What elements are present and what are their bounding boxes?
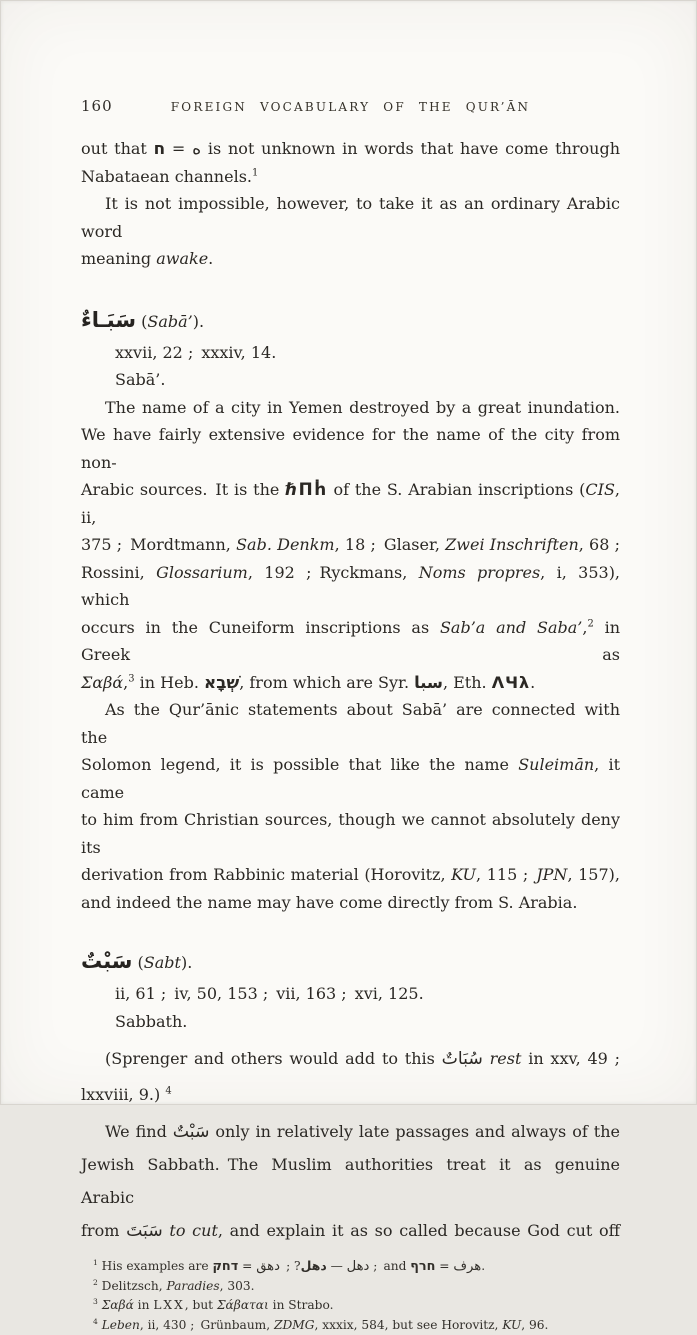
text-segment: = (435, 1259, 453, 1273)
text-segment: , (123, 673, 128, 692)
text-segment: ; and (369, 1259, 410, 1273)
text-segment: , 157), (567, 865, 620, 884)
text-segment: out that (81, 139, 154, 158)
text-segment (483, 1049, 490, 1068)
hebrew-word-hrf: חרף (410, 1259, 435, 1274)
paragraph-continuation (81, 135, 620, 190)
running-head: FOREIGN VOCABULARY OF THE QUR’ĀN (171, 100, 530, 114)
text-segment: to cut (169, 1221, 217, 1240)
page-header (81, 97, 620, 115)
text-segment: rest (490, 1049, 522, 1068)
paragraph-awake (81, 190, 620, 273)
page-body (81, 135, 620, 1335)
text-segment: , (582, 618, 587, 637)
footnote-4 (81, 1316, 620, 1335)
text-segment: ? ; (280, 1259, 301, 1273)
text-segment: awake (156, 249, 208, 268)
footnote-marker-4: 4 (93, 1316, 98, 1325)
text-segment: Rossini, (81, 563, 156, 582)
footnote-1 (81, 1257, 620, 1277)
hebrew-letter-het: ח (154, 138, 166, 158)
text-segment: Sab. Denkm (236, 535, 335, 554)
text-line (81, 1115, 620, 1148)
text-line (81, 531, 620, 559)
transliteration: Sabt (144, 953, 181, 972)
text-segment: Sab’a and Saba’ (440, 618, 582, 637)
arabic-headword-sabt: سَبْتٌ (81, 949, 132, 973)
text-segment: As the Qur’ānic statements about Sabā’ are connected with the (81, 700, 620, 747)
arabic-word-subat: سُبَاتٌ (442, 1049, 483, 1069)
text-line (81, 696, 620, 751)
text-line (81, 190, 620, 245)
text-segment: occurs in the Cuneiform inscriptions as (81, 618, 440, 637)
text-segment: , from which are Syr. (239, 673, 414, 692)
text-segment: , and explain it as so called because God cut off (218, 1221, 620, 1240)
text-segment: LXX (153, 1298, 184, 1312)
text-line (81, 135, 620, 163)
text-line (81, 669, 620, 697)
footnote-ref-2: 2 (587, 618, 593, 629)
text-segment: lxxviii, 9.) (81, 1085, 165, 1104)
text-segment: , i, 353), which (81, 563, 620, 610)
footnote-ref-3: 3 (128, 673, 134, 684)
entry-headword-line-saba (81, 305, 620, 339)
text-segment: , Eth. (443, 673, 492, 692)
text-segment: in Greek as (81, 618, 620, 665)
text-segment: ( (136, 312, 147, 331)
text-segment: The name of a city in Yemen destroyed by a great inundation. (105, 398, 620, 417)
text-line (81, 559, 620, 614)
text-segment: ). (193, 312, 204, 331)
text-segment: ( (132, 953, 143, 972)
footnotes-block (81, 1257, 620, 1335)
entry-verse-refs-saba: xxvii, 22 ; xxxiv, 14. (81, 339, 620, 367)
paragraph-wefind (81, 1115, 620, 1247)
paragraph-saba-solomon (81, 696, 620, 916)
text-segment: , 115 ; (476, 865, 536, 884)
greek-word-saba: Σαβά (102, 1298, 134, 1312)
text-segment: and indeed the name may have come directly from S. Arabia. (81, 893, 577, 912)
footnote-marker-2: 2 (93, 1277, 98, 1286)
text-segment: meaning (81, 249, 156, 268)
text-segment: Suleimān (518, 755, 594, 774)
text-segment: only in relatively late passages and always of the (209, 1122, 620, 1141)
text-line (81, 245, 620, 273)
entry-verse-refs-sabt: ii, 61 ; iv, 50, 153 ; vii, 163 ; xvi, 125. (81, 980, 620, 1008)
footnote-3 (81, 1296, 620, 1316)
text-segment: JPN (536, 865, 567, 884)
text-segment: . (530, 673, 535, 692)
text-segment: Solomon legend, it is possible that like the name (81, 755, 518, 774)
text-line (81, 1077, 620, 1113)
text-segment: , 68 ; (579, 535, 620, 554)
entry-gloss-sabt: Sabbath. (81, 1008, 620, 1036)
text-segment: , ii, 430 ; Grünbaum, (140, 1318, 274, 1332)
text-segment: is not unknown in words that have come through (201, 139, 620, 158)
syriac-word-dhl: دهل (301, 1258, 327, 1273)
text-segment: = (238, 1259, 256, 1273)
text-line (81, 751, 620, 806)
paragraph-saba-city (81, 394, 620, 697)
text-segment: CIS (585, 480, 615, 499)
arabic-word-hrf: هرف (453, 1259, 481, 1274)
text-segment: 375 ; Mordtmann, (81, 535, 236, 554)
text-segment: , ii, (81, 480, 620, 527)
text-segment: , it came (81, 755, 620, 802)
transliteration: Sabā’ (147, 312, 192, 331)
text-segment: , 18 ; Glaser, (335, 535, 446, 554)
text-segment: KU (451, 865, 476, 884)
text-segment: , 303. (220, 1279, 255, 1293)
arabic-headword-saba: سَبَـاءٌ (81, 308, 136, 332)
arabic-word-dhq: دهق (256, 1259, 280, 1274)
text-segment: We find (105, 1122, 173, 1141)
hebrew-word-dhq: דחק (212, 1259, 238, 1274)
text-line (81, 476, 620, 531)
text-segment: in xxv, 49 ; (521, 1049, 620, 1068)
entry-headword-line-sabt (81, 946, 620, 980)
text-segment: Leben (102, 1318, 140, 1332)
text-segment: = (165, 139, 192, 158)
old-south-arabian-word-sba: ℏΠḣ (285, 479, 327, 499)
arabic-word-sabata: سَبَتَ (126, 1221, 163, 1241)
text-segment: His examples are (98, 1259, 213, 1273)
footnote-marker-1: 1 (93, 1258, 98, 1267)
text-segment: . (208, 249, 213, 268)
text-segment: It is not impossible, however, to take it as an ordinary Arabic word (81, 194, 620, 241)
text-segment: — (327, 1259, 347, 1273)
text-line (81, 1214, 620, 1247)
text-segment: derivation from Rabbinic material (Horovitz, (81, 865, 451, 884)
hebrew-word-sheba: שְׁבָא (204, 672, 239, 692)
text-segment: Noms propres (419, 563, 540, 582)
text-segment: in (134, 1298, 154, 1312)
text-segment: KU (502, 1318, 521, 1332)
text-segment: in Strabo. (269, 1298, 334, 1312)
text-segment: . (481, 1259, 485, 1273)
footnote-marker-3: 3 (93, 1297, 98, 1306)
text-line (81, 806, 620, 861)
text-line (81, 861, 620, 889)
text-segment: , xxxix, 584, but see Horovitz, (314, 1318, 502, 1332)
text-segment: Glossarium (156, 563, 248, 582)
text-line (81, 1148, 620, 1214)
text-segment: Zwei Inschriften (445, 535, 579, 554)
text-segment: (Sprenger and others would add to this (105, 1049, 442, 1068)
text-segment: Arabic sources. It is the (81, 480, 285, 499)
text-line (81, 1041, 620, 1077)
text-segment: Paradies (166, 1279, 219, 1293)
text-line (81, 163, 620, 191)
ethiopic-word-saba: ΛЧλ (492, 673, 530, 692)
greek-word-sabatai: Σάβαται (217, 1298, 269, 1312)
text-line (81, 421, 620, 476)
arabic-word-sabt: سَبْتٌ (173, 1122, 210, 1142)
text-segment: , 96. (521, 1318, 548, 1332)
text-segment: ). (181, 953, 192, 972)
text-segment: ZDMG (274, 1318, 314, 1332)
footnote-ref-4: 4 (165, 1086, 171, 1097)
greek-word-saba: Σαβά (81, 673, 123, 692)
text-segment: , 192 ; Ryckmans, (248, 563, 419, 582)
text-segment: Delitzsch, (98, 1279, 167, 1293)
text-segment: of the S. Arabian inscriptions ( (328, 480, 586, 499)
paragraph-sprenger (81, 1041, 620, 1113)
text-line (81, 614, 620, 669)
text-line (81, 889, 620, 917)
syriac-word-saba: سبا (414, 673, 443, 692)
text-segment: to him from Christian sources, though we cannot absolutely deny its (81, 810, 620, 857)
text-segment: Nabataean channels. (81, 167, 252, 186)
footnote-ref-1: 1 (252, 167, 258, 178)
page-number: 160 (81, 97, 113, 115)
text-segment: from (81, 1221, 126, 1240)
text-segment: in Heb. (135, 673, 204, 692)
arabic-letter-ha: ه (192, 139, 201, 159)
text-line (81, 394, 620, 422)
footnote-2 (81, 1277, 620, 1297)
text-segment: We have fairly extensive evidence for the name of the city from non- (81, 425, 620, 472)
text-segment: , but (185, 1298, 217, 1312)
arabic-word-dhl: دهل (347, 1259, 370, 1274)
text-segment: Jewish Sabbath. The Muslim authorities treat it as genuine Arabic (81, 1155, 620, 1207)
entry-gloss-saba: Sabā’. (81, 366, 620, 394)
